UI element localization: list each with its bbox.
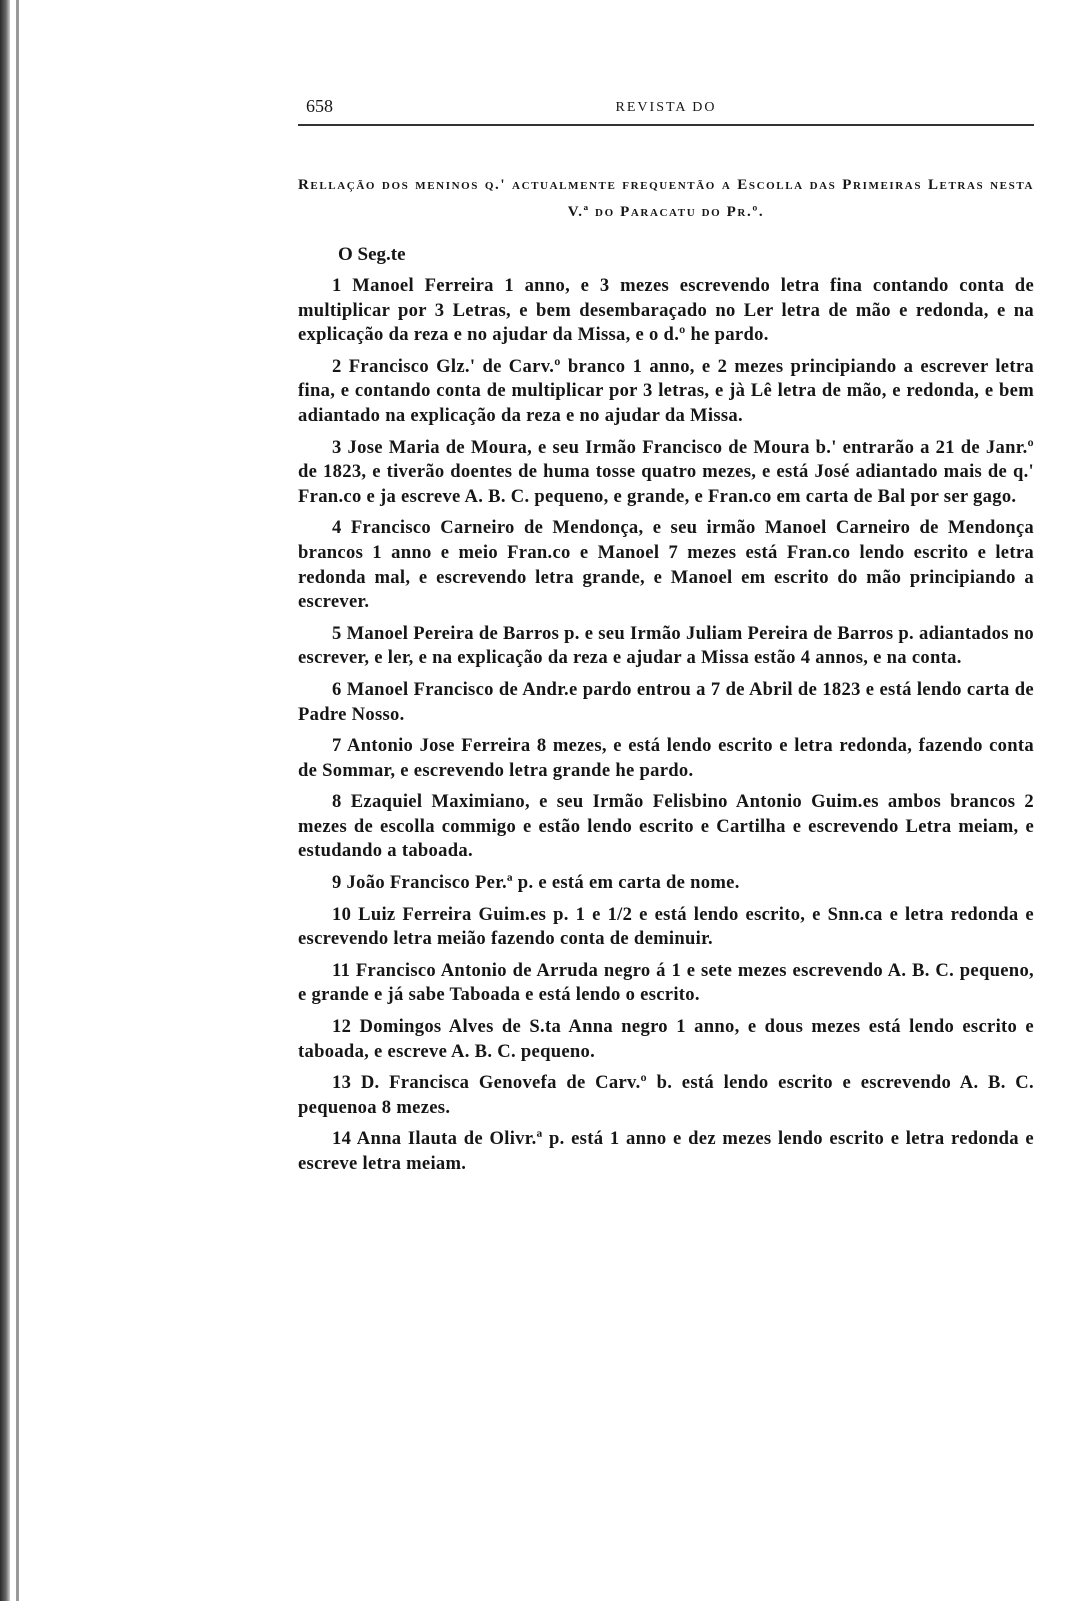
page-header: [298, 96, 1034, 122]
section-label: O Seg.te: [338, 244, 406, 265]
list-item: 5 Manoel Pereira de Barros p. e seu Irmão Juliam Pereira de Barros p. adiantados no escrever, e ler, e na explicação da reza e ajudar a Missa estão 4 annos, e na conta.: [298, 622, 1034, 669]
list-item: 8 Ezaquiel Maximiano, e seu Irmão Felisbino Antonio Guim.es ambos brancos 2 mezes de escolla commigo e estão lendo escrito e Cartilha e escrevendo Letra meiam, e estudando a taboada.: [298, 791, 1034, 862]
list-item: 13 D. Francisca Genovefa de Carv.º b. está lendo escrito e escrevendo A. B. C. pequenoa 8 mezes.: [298, 1072, 1034, 1118]
list-item: 11 Francisco Antonio de Arruda negro á 1 e sete mezes escrevendo A. B. C. pequeno, e grande e já sabe Taboada e está lendo o escrito.: [298, 959, 1034, 1006]
header-rule: [298, 124, 1034, 126]
list-item: 10 Luiz Ferreira Guim.es p. 1 e 1/2 e está lendo escrito, e Snn.ca e letra redonda e escrevendo letra meião fazendo conta de deminuir.: [298, 903, 1034, 950]
list-item: 2 Francisco Glz.' de Carv.º branco 1 anno, e 2 mezes principiando a escrever letra fina, e contando conta de multiplicar por 3 letras, e jà Lê letra de mão, e redonda, e bem adiantado na explicação da reza e no ajudar da Missa.: [298, 355, 1034, 426]
list-item: 3 Jose Maria de Moura, e seu Irmão Francisco de Moura b.' entrarão a 21 de Janr.º de 1823, e tiverão doentes de huma tosse quatro mezes, e está José adiantado mais de q.' Fran.co e ja escreve A. B. C. pequeno, e grande, e Fran.co em carta de Bal por ser gago.: [298, 436, 1034, 507]
student-list: [298, 274, 1034, 1177]
list-item: 12 Domingos Alves de S.ta Anna negro 1 anno, e dous mezes está lendo escrito e taboada, e escreve A. B. C. pequeno.: [298, 1016, 1034, 1062]
book-page: [298, 96, 1034, 1184]
list-item: 1 Manoel Ferreira 1 anno, e 3 mezes escrevendo letra fina contando conta de multiplicar por 3 Letras, e bem desembaraçado no Ler letra de mão e redonda, e na explicação da reza e no ajudar da Missa, e o d.º he pardo.: [298, 275, 1034, 346]
list-item: 7 Antonio Jose Ferreira 8 mezes, e está lendo escrito e letra redonda, fazendo conta de Sommar, e escrevendo letra grande he pardo.: [298, 735, 1034, 781]
list-item: 9 João Francisco Per.ª p. e está em carta de nome.: [332, 872, 740, 894]
book-spine-shadow: [0, 0, 10, 1601]
list-item: 4 Francisco Carneiro de Mendonça, e seu irmão Manoel Carneiro de Mendonça brancos 1 anno e meio Fran.co e Manoel 7 mezes está Fran.co lendo escrito e letra redonda mal, e escrevendo letra grande, e Manoel em escrito do mão principiando a escrever.: [298, 517, 1034, 613]
page-number: 658: [306, 96, 333, 116]
list-item: 14 Anna Ilauta de Olivr.ª p. está 1 anno e dez mezes lendo escrito e letra redonda e escreve letra meiam.: [298, 1128, 1034, 1174]
book-spine-edge: [16, 0, 19, 1601]
document-title: Rellação dos meninos q.' actualmente frequentão a Escolla das Primeiras Letras nesta V.ª do Paracatu do Pr.º.: [298, 177, 1034, 220]
running-title: REVISTA DO: [615, 100, 717, 115]
list-item: 6 Manoel Francisco de Andr.e pardo entrou a 7 de Abril de 1823 e está lendo carta de Padre Nosso.: [298, 678, 1034, 725]
